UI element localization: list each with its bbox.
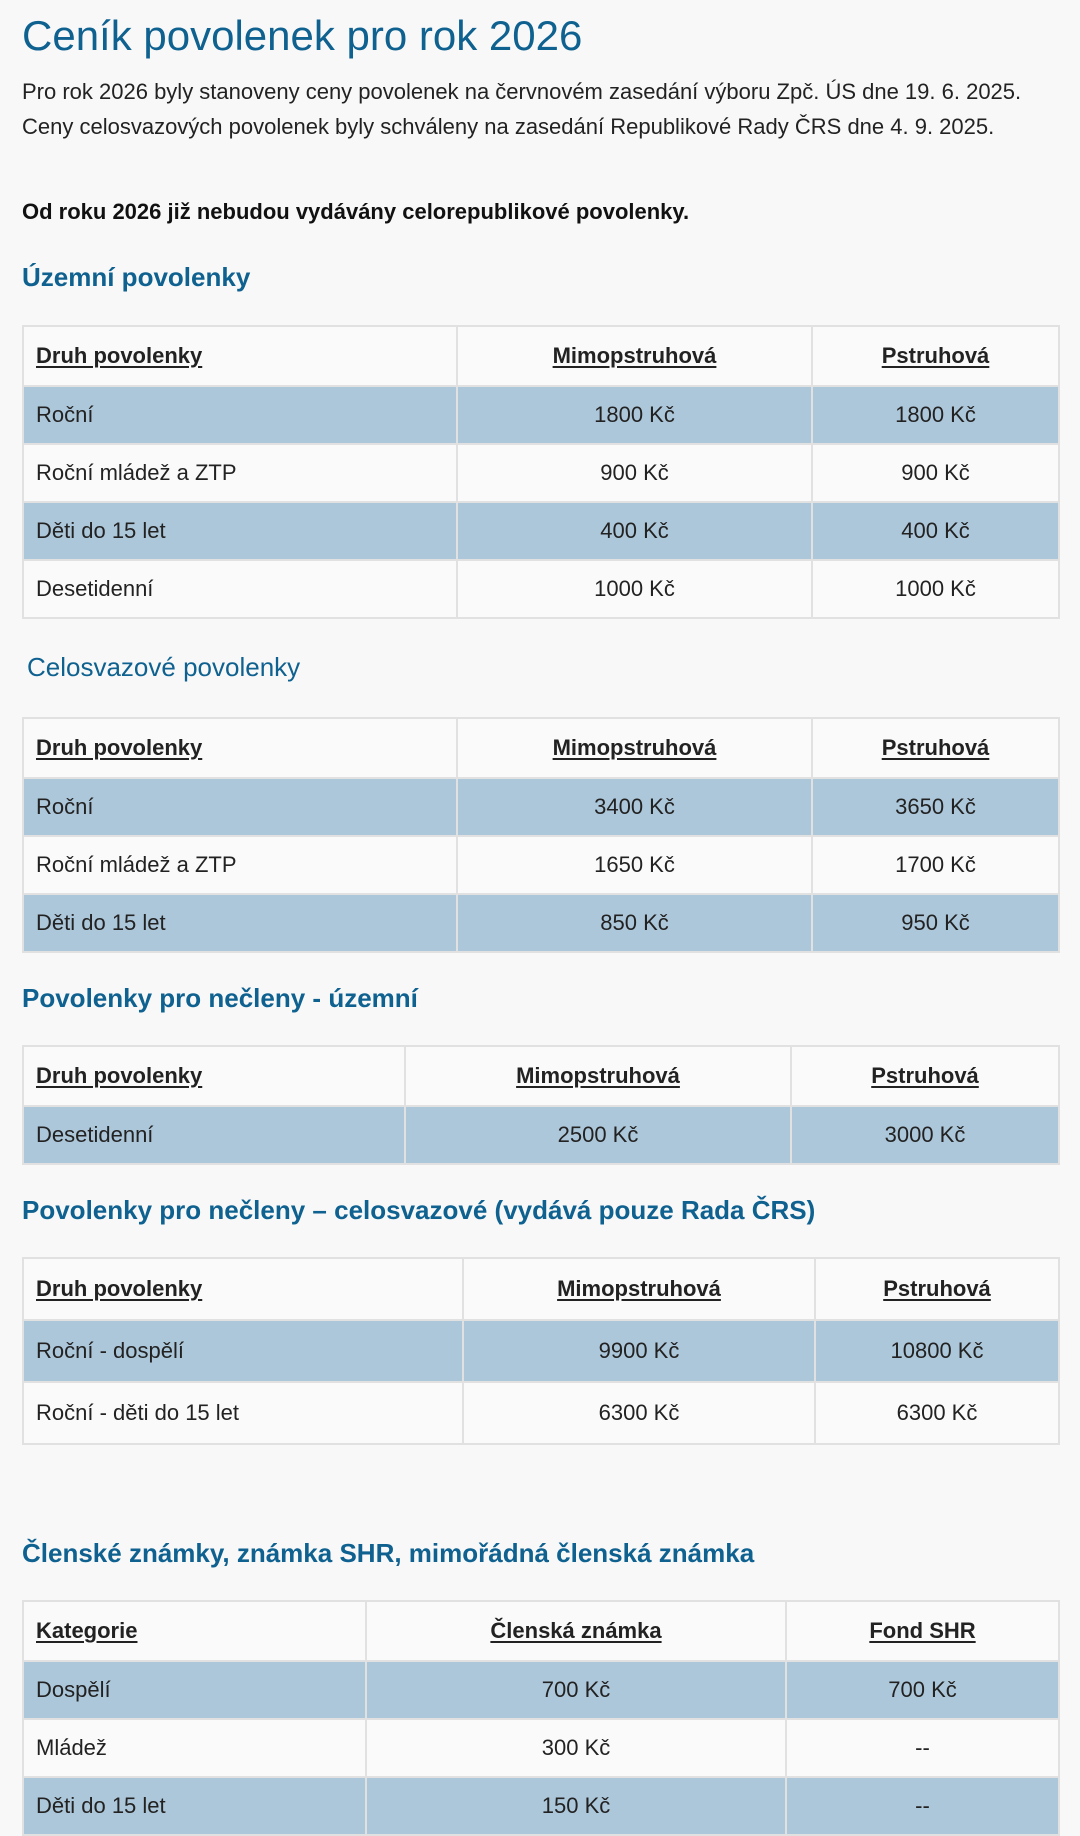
cell-price: 400 Kč bbox=[812, 502, 1059, 560]
cell-price: 6300 Kč bbox=[815, 1382, 1059, 1444]
column-header: Pstruhová bbox=[812, 718, 1059, 778]
cell-price: 1700 Kč bbox=[812, 836, 1059, 894]
table-header-row bbox=[23, 1046, 1059, 1106]
table-row bbox=[23, 836, 1059, 894]
cell-type: Desetidenní bbox=[23, 1106, 405, 1164]
cell-type: Roční bbox=[23, 778, 457, 836]
cell-type: Děti do 15 let bbox=[23, 894, 457, 952]
table-row bbox=[23, 1719, 1059, 1777]
price-table-neclenove-celosvazove bbox=[22, 1257, 1060, 1445]
column-header: Mimopstruhová bbox=[405, 1046, 791, 1106]
cell-price: 700 Kč bbox=[366, 1661, 786, 1719]
intro-paragraph: Pro rok 2026 byly stanoveny ceny povolenek na červnovém zasedání výboru Zpč. ÚS dne 19. 6. 2025. Ceny celosvazových povolenek byly schváleny na zasedání Republikové Rady ČRS dne 4. 9. 2025. bbox=[22, 79, 1022, 139]
table-row bbox=[23, 1320, 1059, 1382]
cell-price: 700 Kč bbox=[786, 1661, 1059, 1719]
column-header: Druh povolenky bbox=[23, 718, 457, 778]
cell-type: Roční bbox=[23, 386, 457, 444]
table-header-row bbox=[23, 326, 1059, 386]
cell-type: Roční mládež a ZTP bbox=[23, 836, 457, 894]
table-row bbox=[23, 502, 1059, 560]
table-row bbox=[23, 444, 1059, 502]
cell-price: 850 Kč bbox=[457, 894, 812, 952]
cell-price: 3400 Kč bbox=[457, 778, 812, 836]
cell-category: Děti do 15 let bbox=[23, 1777, 366, 1835]
cell-price: 900 Kč bbox=[457, 444, 812, 502]
cell-price: -- bbox=[786, 1777, 1059, 1835]
cell-price: 900 Kč bbox=[812, 444, 1059, 502]
cell-type: Roční - dospělí bbox=[23, 1320, 463, 1382]
column-header: Druh povolenky bbox=[23, 326, 457, 386]
column-header: Mimopstruhová bbox=[463, 1258, 815, 1320]
column-header: Fond SHR bbox=[786, 1601, 1059, 1661]
column-header: Druh povolenky bbox=[23, 1046, 405, 1106]
cell-type: Roční mládež a ZTP bbox=[23, 444, 457, 502]
table-row bbox=[23, 386, 1059, 444]
section-heading-neclenove-uzemni: Povolenky pro nečleny - územní bbox=[22, 983, 418, 1013]
cell-price: 1800 Kč bbox=[457, 386, 812, 444]
cell-price: 300 Kč bbox=[366, 1719, 786, 1777]
section-heading-uzemni: Územní povolenky bbox=[22, 262, 251, 292]
section-heading-clenske-znamky: Členské známky, známka SHR, mimořádná členská známka bbox=[22, 1538, 755, 1568]
cell-price: 3000 Kč bbox=[791, 1106, 1059, 1164]
cell-price: 1650 Kč bbox=[457, 836, 812, 894]
table-row bbox=[23, 560, 1059, 618]
column-header: Mimopstruhová bbox=[457, 326, 812, 386]
price-table-clenske-znamky bbox=[22, 1600, 1060, 1836]
page-title: Ceník povolenek pro rok 2026 bbox=[22, 12, 583, 59]
column-header: Pstruhová bbox=[815, 1258, 1059, 1320]
section-heading-celosvazove: Celosvazové povolenky bbox=[27, 652, 301, 682]
cell-price: 10800 Kč bbox=[815, 1320, 1059, 1382]
price-table-uzemni bbox=[22, 325, 1060, 619]
cell-price: 1000 Kč bbox=[812, 560, 1059, 618]
cell-price: 6300 Kč bbox=[463, 1382, 815, 1444]
column-header: Pstruhová bbox=[791, 1046, 1059, 1106]
cell-price: -- bbox=[786, 1719, 1059, 1777]
column-header: Druh povolenky bbox=[23, 1258, 463, 1320]
section-heading-neclenove-celosvazove: Povolenky pro nečleny – celosvazové (vydává pouze Rada ČRS) bbox=[22, 1195, 816, 1225]
column-header: Členská známka bbox=[366, 1601, 786, 1661]
cell-price: 2500 Kč bbox=[405, 1106, 791, 1164]
table-row bbox=[23, 778, 1059, 836]
table-row bbox=[23, 1382, 1059, 1444]
cell-type: Děti do 15 let bbox=[23, 502, 457, 560]
price-table-celosvazove bbox=[22, 717, 1060, 953]
cell-price: 1000 Kč bbox=[457, 560, 812, 618]
cell-price: 400 Kč bbox=[457, 502, 812, 560]
cell-category: Dospělí bbox=[23, 1661, 366, 1719]
cell-price: 3650 Kč bbox=[812, 778, 1059, 836]
table-row bbox=[23, 1661, 1059, 1719]
table-row bbox=[23, 1777, 1059, 1835]
table-header-row bbox=[23, 718, 1059, 778]
cell-category: Mládež bbox=[23, 1719, 366, 1777]
column-header: Kategorie bbox=[23, 1601, 366, 1661]
cell-type: Roční - děti do 15 let bbox=[23, 1382, 463, 1444]
table-header-row bbox=[23, 1258, 1059, 1320]
cell-type: Desetidenní bbox=[23, 560, 457, 618]
column-header: Pstruhová bbox=[812, 326, 1059, 386]
notice-text: Od roku 2026 již nebudou vydávány celorepublikové povolenky. bbox=[22, 199, 690, 224]
table-row bbox=[23, 894, 1059, 952]
table-row bbox=[23, 1106, 1059, 1164]
price-table-neclenove-uzemni bbox=[22, 1045, 1060, 1165]
table-header-row bbox=[23, 1601, 1059, 1661]
cell-price: 9900 Kč bbox=[463, 1320, 815, 1382]
column-header: Mimopstruhová bbox=[457, 718, 812, 778]
cell-price: 1800 Kč bbox=[812, 386, 1059, 444]
cell-price: 950 Kč bbox=[812, 894, 1059, 952]
cell-price: 150 Kč bbox=[366, 1777, 786, 1835]
